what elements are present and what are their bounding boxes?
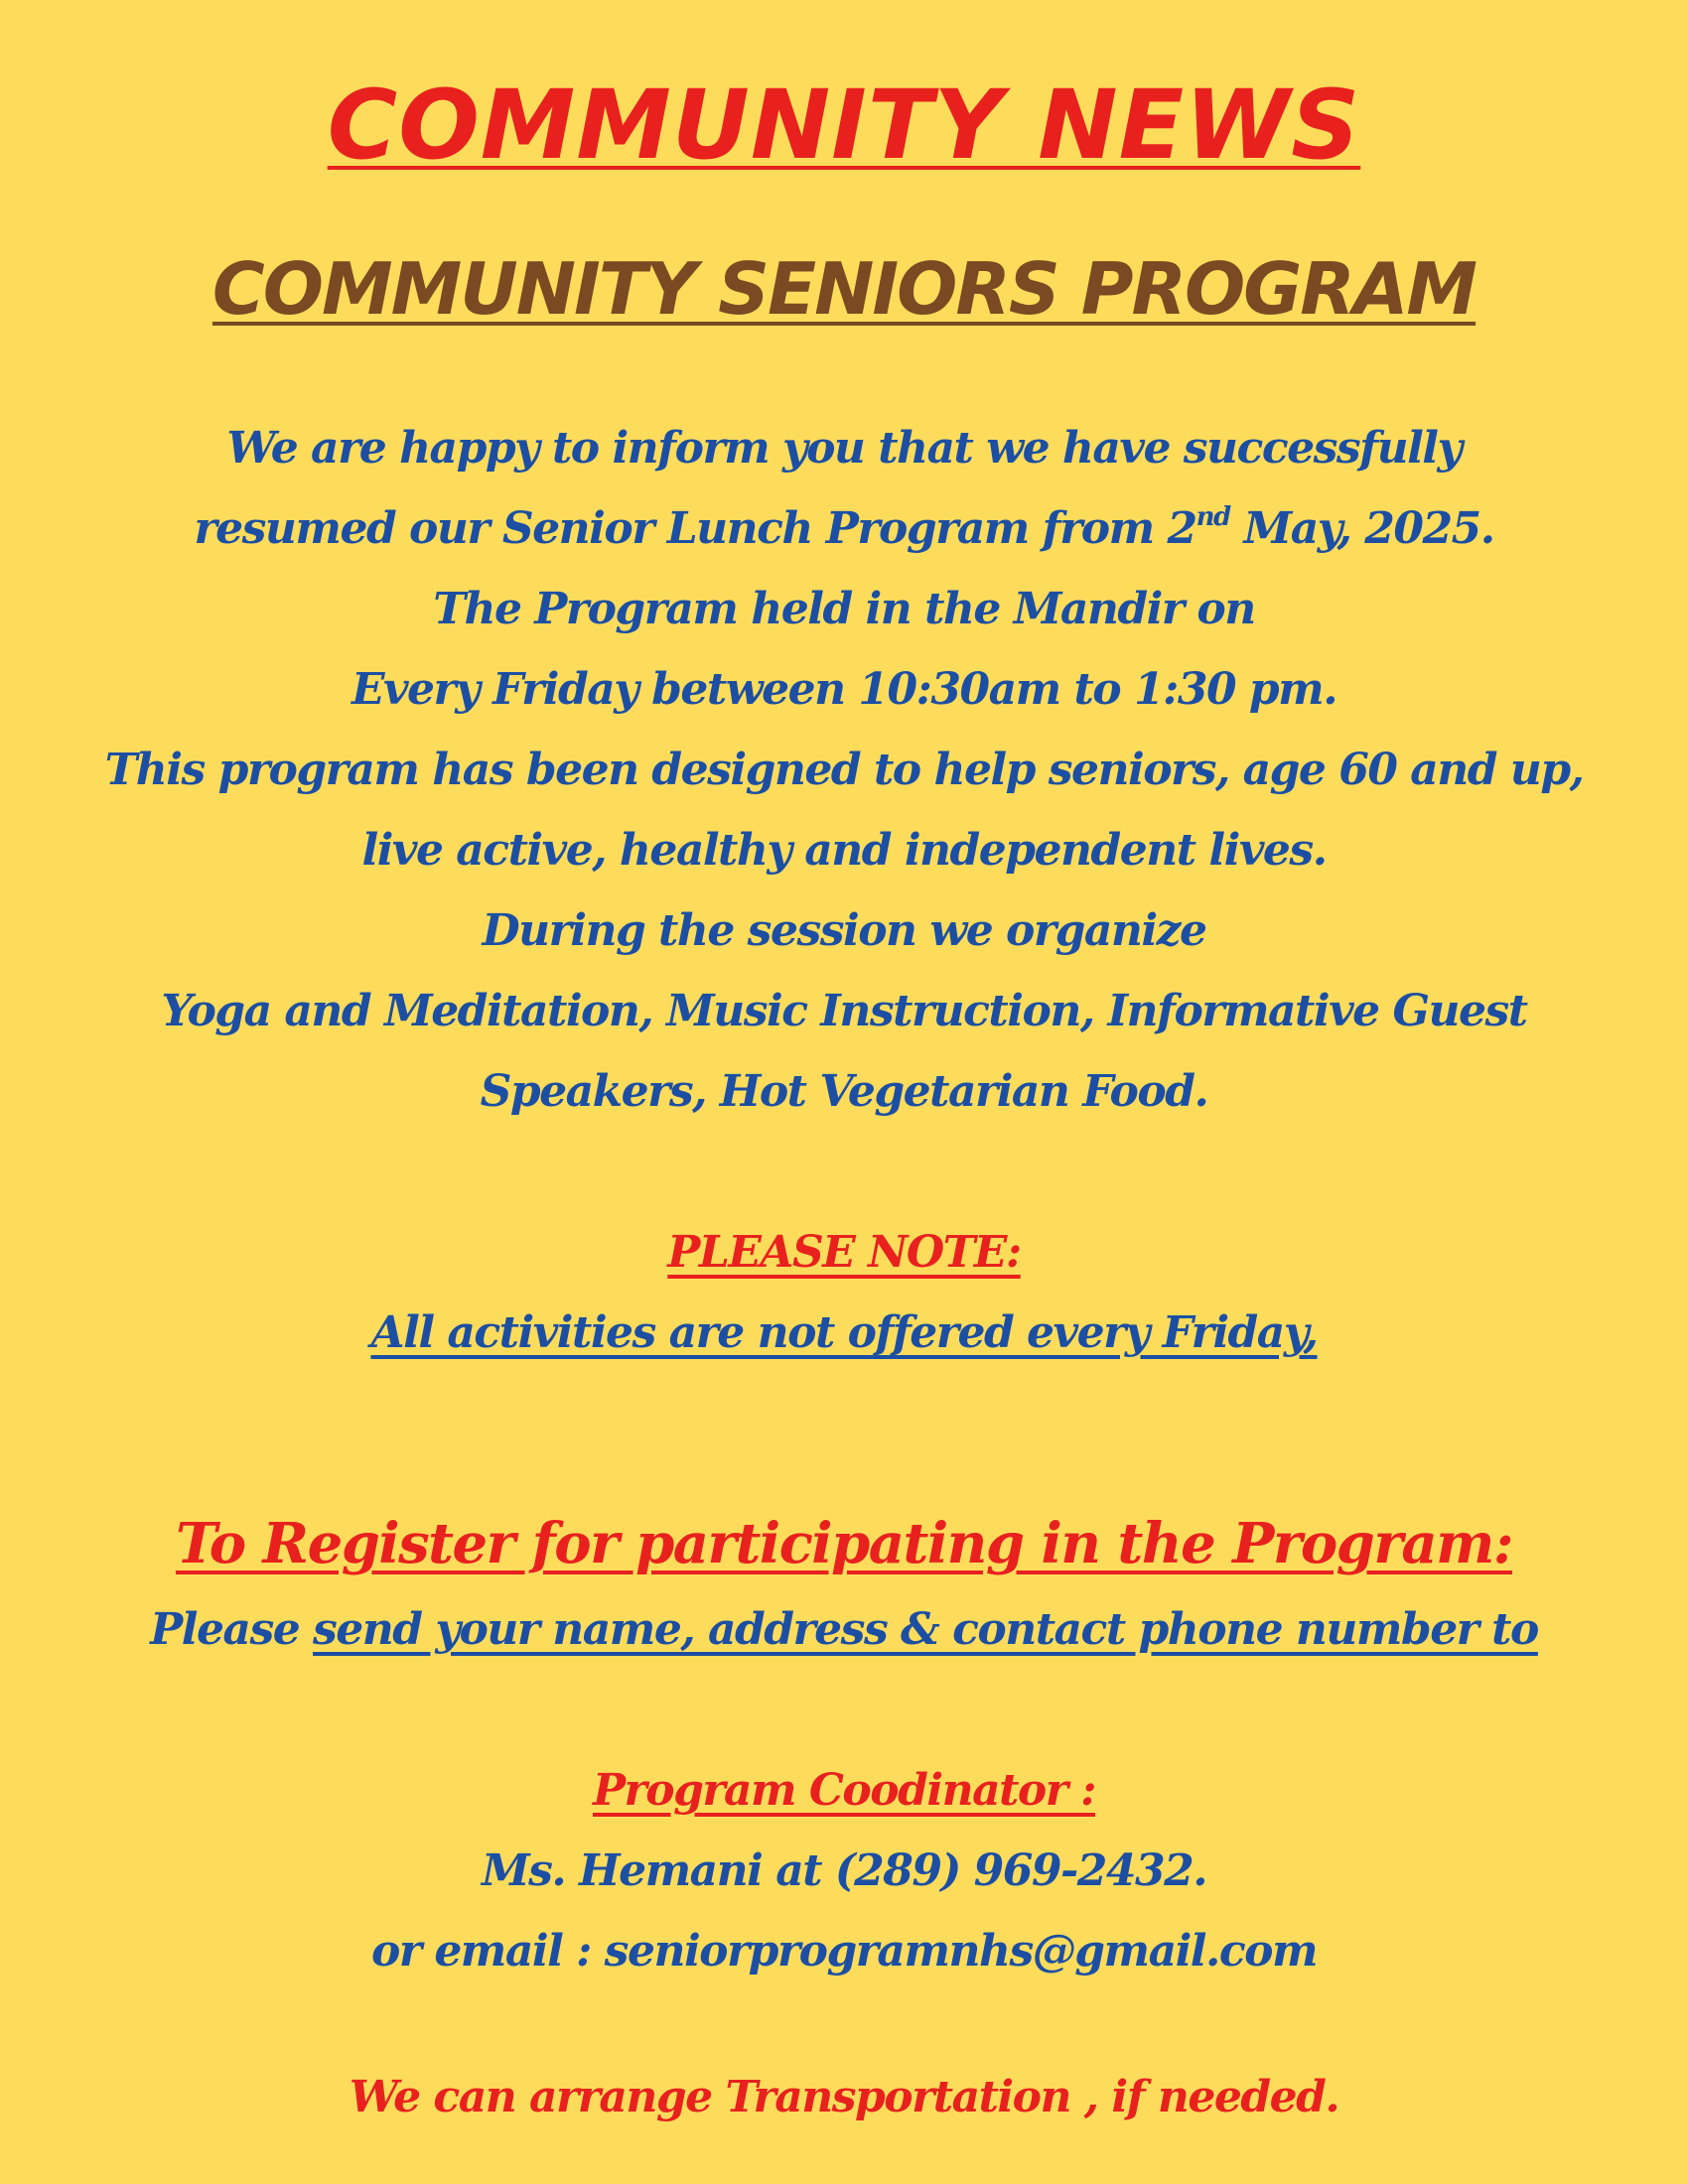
page-subtitle: COMMUNITY SENIORS PROGRAM bbox=[211, 247, 1477, 331]
intro-line-2-post: May, 2025. bbox=[1229, 503, 1494, 554]
intro-line-9: Speakers, Hot Vegetarian Food. bbox=[480, 1066, 1208, 1117]
coordinator-heading: Program Coodinator : bbox=[592, 1765, 1096, 1816]
intro-line-6: live active, healthy and independent lives. bbox=[361, 825, 1327, 876]
intro-line-2-sup: nd bbox=[1196, 502, 1230, 532]
intro-line-5: This program has been designed to help seniors, age 60 and up, bbox=[104, 745, 1584, 795]
intro-line-2 bbox=[0, 502, 1688, 554]
note-heading: PLEASE NOTE: bbox=[667, 1227, 1021, 1278]
register-text-underlined: send your name, address & contact phone number to bbox=[313, 1604, 1538, 1655]
transport-note: We can arrange Transportation , if needed. bbox=[349, 2072, 1339, 2122]
intro-line-7: During the session we organize bbox=[482, 905, 1206, 956]
page-title: COMMUNITY NEWS bbox=[327, 69, 1361, 181]
intro-line-1: We are happy to inform you that we have successfully bbox=[226, 423, 1462, 474]
intro-line-2-pre: resumed our Senior Lunch Program from 2 bbox=[194, 503, 1196, 554]
coordinator-contact: Ms. Hemani at (289) 969-2432. bbox=[481, 1845, 1207, 1896]
register-text bbox=[0, 1604, 1688, 1655]
note-text: All activities are not offered every Friday, bbox=[370, 1307, 1318, 1358]
register-heading: To Register for participating in the Program: bbox=[175, 1511, 1513, 1576]
intro-line-3: The Program held in the Mandir on bbox=[433, 584, 1255, 634]
intro-line-4: Every Friday between 10:30am to 1:30 pm. bbox=[351, 664, 1337, 715]
coordinator-email: or email : seniorprogramnhs@gmail.com bbox=[370, 1926, 1318, 1977]
register-text-pre: Please bbox=[150, 1604, 314, 1655]
intro-line-8: Yoga and Meditation, Music Instruction, Informative Guest bbox=[161, 986, 1527, 1036]
